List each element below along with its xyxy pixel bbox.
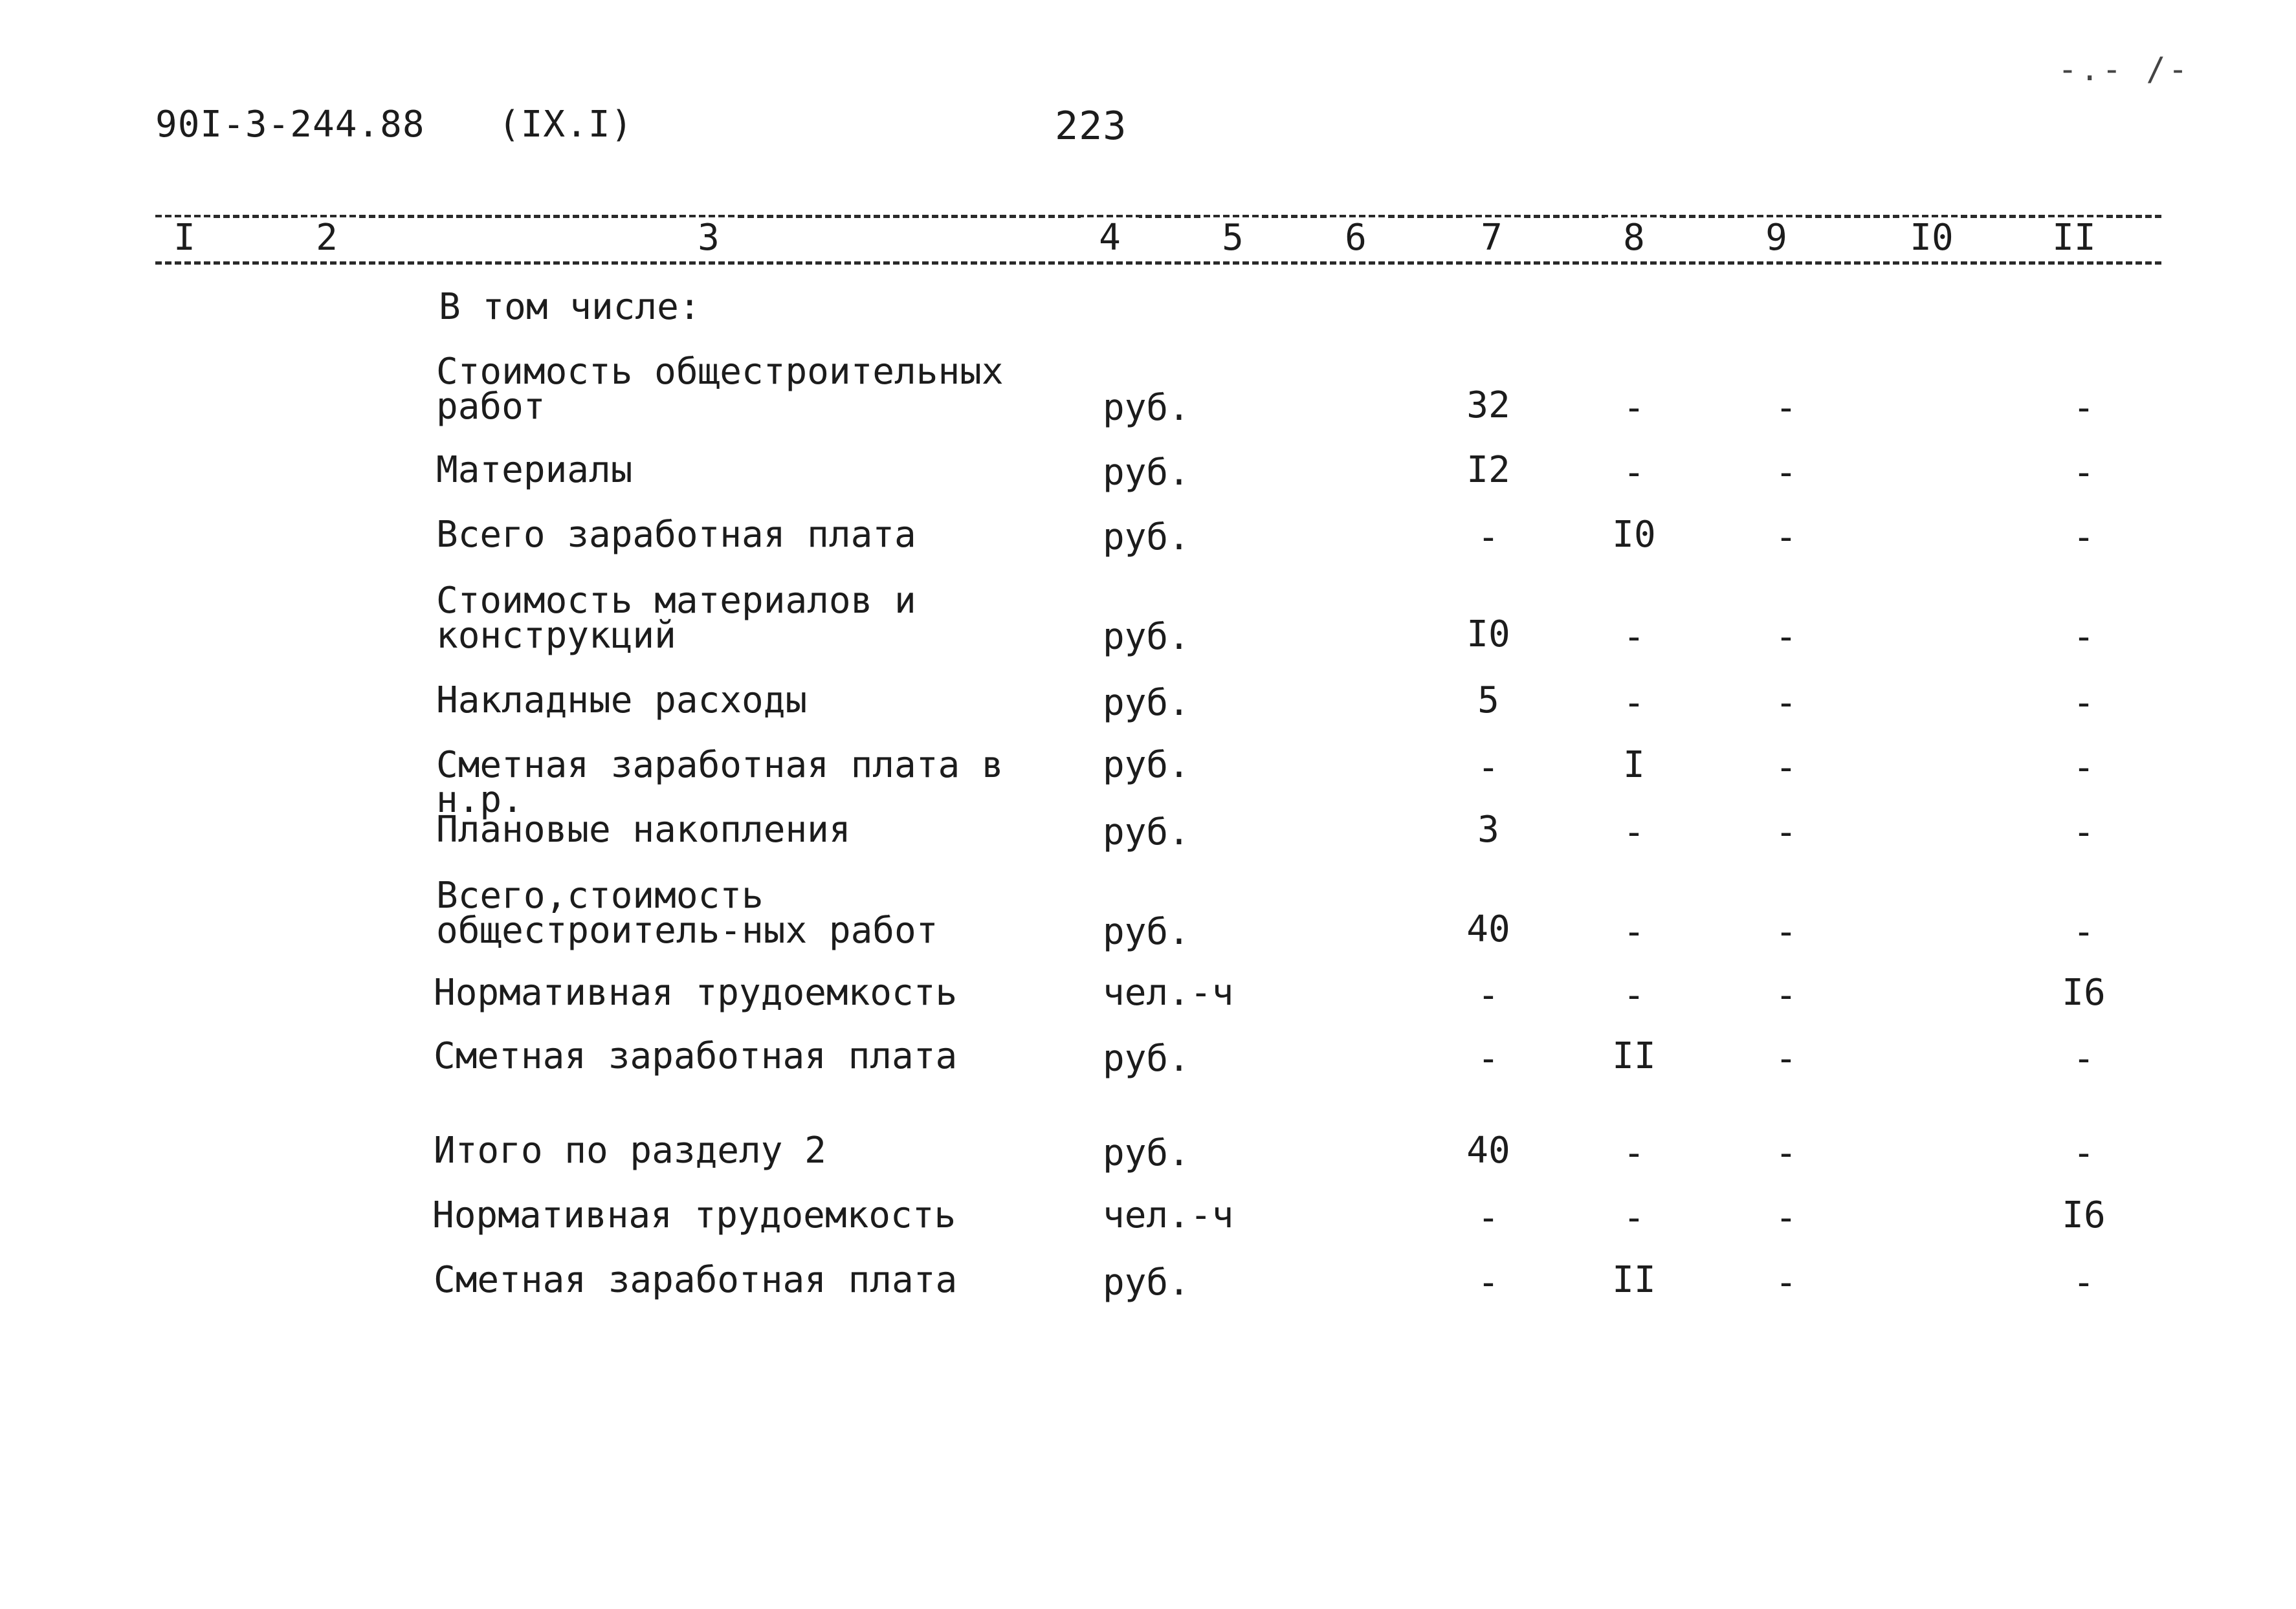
row-col7: - — [1477, 1262, 1499, 1304]
row-name: Плановые накопления — [436, 809, 851, 851]
row-unit: руб. — [1103, 911, 1190, 953]
row-unit: руб. — [1103, 1132, 1190, 1174]
row-name: Сметная заработная плата — [434, 1259, 958, 1301]
corner-mark: -.- /- — [2058, 50, 2191, 88]
row-unit: руб. — [1103, 811, 1190, 853]
row-name: Итого по разделу 2 — [434, 1130, 826, 1172]
row-col11: - — [2073, 1262, 2095, 1304]
row-col7: I0 — [1466, 613, 1510, 655]
row-name: Сметная заработная плата в н.р. — [436, 744, 1004, 821]
column-number-10: I0 — [1903, 217, 1961, 259]
column-number-11: II — [2045, 217, 2103, 259]
row-name: Накладные расходы — [436, 679, 808, 721]
row-unit: руб. — [1103, 387, 1190, 429]
column-number-5: 5 — [1204, 217, 1262, 259]
row-col8: - — [1623, 811, 1645, 853]
row-col9: - — [1775, 1132, 1797, 1174]
column-number-6: 6 — [1327, 217, 1385, 259]
row-col8: - — [1623, 1197, 1645, 1239]
row-col11: I6 — [2062, 972, 2106, 1014]
row-col9: - — [1775, 682, 1797, 724]
column-number-4: 4 — [1081, 217, 1139, 259]
row-name: Всего,стоимость общестроитель-ных работ — [436, 875, 938, 952]
column-number-7: 7 — [1463, 217, 1521, 259]
header-rule-bottom — [155, 261, 2161, 265]
row-col8: - — [1623, 1132, 1645, 1174]
row-unit: руб. — [1103, 616, 1190, 658]
row-col7: - — [1477, 1038, 1499, 1080]
row-col7: - — [1477, 1197, 1499, 1239]
row-unit: руб. — [1103, 516, 1190, 558]
column-number-1: I — [155, 217, 214, 259]
row-col9: - — [1775, 1197, 1797, 1239]
row-col11: - — [2073, 811, 2095, 853]
row-name: Стоимость общестроительных работ — [436, 351, 1004, 428]
row-col8: I — [1623, 744, 1645, 786]
row-col8: - — [1623, 387, 1645, 429]
row-name: Материалы — [436, 449, 633, 491]
row-col8: - — [1623, 974, 1645, 1016]
row-col9: - — [1775, 516, 1797, 558]
row-col7: 32 — [1466, 384, 1510, 426]
row-unit: руб. — [1103, 1262, 1190, 1304]
row-col9: - — [1775, 1262, 1797, 1304]
row-col8: I0 — [1612, 514, 1656, 556]
row-col11: - — [2073, 911, 2095, 953]
row-name: Сметная заработная плата — [434, 1035, 958, 1077]
row-col11: - — [2073, 452, 2095, 494]
row-col7: I2 — [1466, 449, 1510, 491]
row-unit: руб. — [1103, 452, 1190, 494]
row-col11: I6 — [2062, 1194, 2106, 1236]
row-col9: - — [1775, 811, 1797, 853]
row-col9: - — [1775, 452, 1797, 494]
row-col11: - — [2073, 682, 2095, 724]
row-col9: - — [1775, 974, 1797, 1016]
document-code: 90I-3-244.88 — [155, 104, 425, 146]
column-number-2: 2 — [298, 217, 356, 259]
row-col9: - — [1775, 616, 1797, 658]
row-col8: II — [1612, 1259, 1656, 1301]
row-unit: чел.-ч — [1103, 972, 1234, 1014]
row-unit: руб. — [1103, 682, 1190, 724]
row-col11: - — [2073, 1132, 2095, 1174]
column-number-3: 3 — [679, 217, 738, 259]
row-name: Стоимость материалов и конструкций — [436, 580, 916, 657]
row-name: Нормативная трудоемкость — [434, 972, 958, 1014]
row-col9: - — [1775, 387, 1797, 429]
row-name: Всего заработная плата — [436, 514, 916, 556]
column-number-8: 8 — [1605, 217, 1663, 259]
row-col11: - — [2073, 616, 2095, 658]
row-col8: II — [1612, 1035, 1656, 1077]
header-rule-top — [155, 215, 2161, 218]
row-col8: - — [1623, 682, 1645, 724]
row-unit: чел.-ч — [1103, 1194, 1234, 1236]
row-col7: - — [1477, 974, 1499, 1016]
row-col11: - — [2073, 387, 2095, 429]
row-col7: 40 — [1466, 908, 1510, 950]
row-col7: - — [1477, 516, 1499, 558]
row-col8: - — [1623, 911, 1645, 953]
row-col9: - — [1775, 1038, 1797, 1080]
section-label: (IX.I) — [498, 104, 634, 146]
row-col7: 40 — [1466, 1130, 1510, 1172]
row-col8: - — [1623, 616, 1645, 658]
row-unit: руб. — [1103, 1038, 1190, 1080]
row-col7: 5 — [1477, 679, 1499, 721]
row-col11: - — [2073, 1038, 2095, 1080]
row-col11: - — [2073, 747, 2095, 789]
row-col11: - — [2073, 516, 2095, 558]
row-name: Нормативная трудоемкость — [432, 1194, 956, 1236]
row-col9: - — [1775, 747, 1797, 789]
row-col7: 3 — [1477, 809, 1499, 851]
page-number: 223 — [1055, 104, 1127, 149]
row-col7: - — [1477, 747, 1499, 789]
intro-text: В том числе: — [439, 286, 701, 328]
column-number-9: 9 — [1747, 217, 1805, 259]
row-col9: - — [1775, 911, 1797, 953]
row-unit: руб. — [1103, 744, 1190, 786]
row-col8: - — [1623, 452, 1645, 494]
